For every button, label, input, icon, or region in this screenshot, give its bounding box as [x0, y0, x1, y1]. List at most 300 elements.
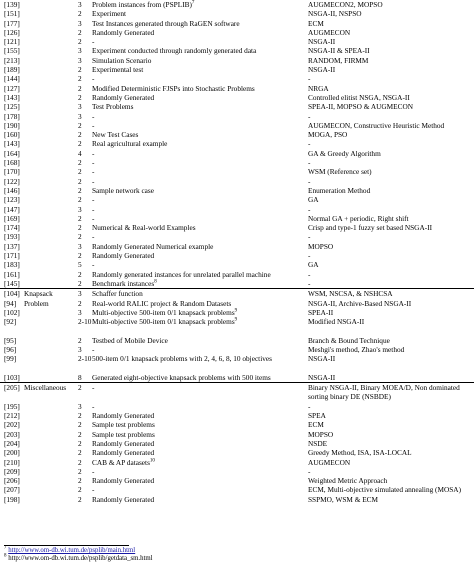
reference-cell: [160] [4, 130, 20, 140]
method-cell: MOPSO [308, 241, 334, 251]
objectives-cell: 3 [78, 111, 82, 121]
method-cell: SPEA [308, 411, 326, 421]
method-cell: Modified NSGA-II [308, 317, 365, 327]
table-row [0, 65, 474, 74]
reference-cell: [125] [4, 102, 20, 112]
reference-cell: [207] [4, 485, 20, 495]
description-text: Generated eight-objective knapsack problems with 500 items [92, 372, 271, 382]
reference-cell: [126] [4, 27, 20, 37]
table-row [0, 205, 474, 214]
method-cell: Branch & Bound Technique [308, 335, 390, 345]
method-cell: NSGA-II, NSPSO [308, 9, 362, 19]
table-row [0, 167, 474, 176]
method-cell: Greedy Method, ISA, ISA-LOCAL [308, 448, 412, 458]
method-cell: - [308, 251, 311, 261]
description-cell [92, 9, 126, 18]
reference-cell: [121] [4, 37, 20, 47]
objectives-cell: 2 [78, 269, 82, 279]
footnote-marker: 8 [154, 279, 157, 285]
description-text: - [92, 204, 95, 214]
reference-cell: [206] [4, 476, 20, 486]
method-cell: Binary NSGA-II, Binary MOEA/D, Non dominated sorting binary DE (NSBDE) [308, 383, 460, 402]
method-cell: Weighted Metric Approach [308, 476, 388, 486]
method-cell: AUGMECON [308, 27, 351, 37]
objectives-cell: 2-10 [78, 354, 92, 364]
description-cell [92, 260, 94, 269]
reference-cell: [164] [4, 148, 20, 158]
table-row [0, 28, 474, 37]
description-cell [92, 74, 94, 83]
table-row [0, 299, 474, 308]
description-text: - [92, 158, 95, 168]
description-text: 500-item 0/1 knapsack problems with 2, 4, 6, 8, 10 objectives [92, 354, 272, 364]
description-cell [92, 19, 240, 28]
method-cell: - [308, 158, 311, 168]
table-row [0, 214, 474, 223]
objectives-cell: 2 [78, 9, 82, 19]
description-text: Randomly Generated [92, 92, 155, 102]
description-cell [92, 383, 302, 402]
reference-cell: [102] [4, 307, 20, 317]
reference-cell: [137] [4, 241, 20, 251]
objectives-cell: 2 [78, 92, 82, 102]
description-text: - [92, 120, 95, 130]
description-cell [92, 232, 94, 241]
footnote-marker: 10 [149, 458, 155, 464]
reference-cell: [189] [4, 65, 20, 75]
method-cell: ECM, Multi-objective simulated annealing (MOSA) [308, 485, 462, 495]
description-cell [92, 317, 302, 336]
table-row [0, 448, 474, 457]
description-text: - [92, 167, 95, 177]
description-cell [92, 121, 94, 130]
description-text: - [92, 176, 95, 186]
reference-cell: [147] [4, 204, 20, 214]
description-text: Multi-objective 500-item 0/1 knapsack problems [92, 307, 235, 317]
table-row [0, 186, 474, 195]
reference-cell: [213] [4, 55, 20, 65]
reference-cell: [168] [4, 158, 20, 168]
reference-cell: [96] [4, 344, 17, 354]
description-text: - [92, 232, 95, 242]
reference-cell: [146] [4, 185, 20, 195]
method-cell: GA [308, 260, 319, 270]
description-text: Randomly Generated Numerical example [92, 241, 214, 251]
description-cell [92, 402, 94, 411]
table-row [0, 56, 474, 65]
reference-cell: [203] [4, 429, 20, 439]
table-row [0, 458, 474, 467]
description-text: - [92, 195, 95, 205]
table-row [0, 242, 474, 251]
description-cell [92, 354, 302, 373]
footnote-number: 8 [4, 553, 7, 559]
description-text: Numerical & Real-world Examples [92, 223, 196, 233]
objectives-cell: 2 [78, 37, 82, 47]
table-row [0, 9, 474, 18]
reference-cell: [161] [4, 269, 20, 279]
method-cell: NSGA-II [308, 372, 336, 382]
objectives-cell: 3 [78, 307, 82, 317]
objectives-cell: 2 [78, 251, 82, 261]
reference-cell: [204] [4, 438, 20, 448]
description-text: Randomly Generated [92, 438, 155, 448]
description-cell [92, 149, 94, 158]
method-cell: - [308, 232, 311, 242]
description-cell [92, 485, 94, 494]
method-cell: - [308, 74, 311, 84]
description-text: - [92, 213, 95, 223]
reference-cell: [143] [4, 92, 20, 102]
reference-cell: [195] [4, 401, 20, 411]
reference-cell: [202] [4, 420, 20, 430]
description-cell [92, 46, 256, 55]
objectives-cell: 4 [78, 148, 82, 158]
description-cell [92, 37, 94, 46]
reference-cell: [209] [4, 466, 20, 476]
reference-cell: [193] [4, 232, 20, 242]
method-cell: Enumeration Method [308, 185, 371, 195]
reference-cell: [104] [4, 289, 20, 299]
reference-cell: [169] [4, 213, 20, 223]
description-text: - [92, 148, 95, 158]
description-text: Randomly Generated [92, 251, 155, 261]
method-cell: AUGMECON, Constructive Heuristic Method [308, 120, 445, 130]
reference-cell: [212] [4, 411, 20, 421]
objectives-cell: 2 [78, 65, 82, 75]
description-text: - [92, 344, 95, 354]
objectives-cell: 3 [78, 55, 82, 65]
footnote-url: http://www.om-db.wi.tum.de/psplib/getdata_sm.html [8, 555, 153, 562]
table-row [0, 177, 474, 186]
table-row [0, 149, 474, 158]
method-cell: SPEA-II, MOPSO & AUGMECON [308, 102, 414, 112]
description-text: Real-world RALIC project & Random Datasets [92, 298, 232, 308]
table-row [0, 102, 474, 111]
table-row [0, 439, 474, 448]
objectives-cell: 2 [78, 420, 82, 430]
objectives-cell: 3 [78, 18, 82, 28]
objectives-cell: 2 [78, 176, 82, 186]
method-cell: Crisp and type-1 fuzzy set based NSGA-II [308, 223, 433, 233]
description-text: Randomly generated instances for unrelated parallel machine [92, 269, 271, 279]
method-cell: - [308, 204, 311, 214]
description-cell [92, 84, 255, 93]
description-cell [92, 458, 155, 467]
method-cell: Meshgi's method, Zhao's method [308, 344, 405, 354]
description-cell [92, 308, 237, 317]
table-row [0, 476, 474, 485]
table-row [0, 373, 474, 382]
description-cell [92, 158, 94, 167]
description-text: Sample test problems [92, 429, 155, 439]
reference-cell: [174] [4, 223, 20, 233]
description-cell [92, 195, 94, 204]
description-text: Testbed of Mobile Device [92, 335, 168, 345]
footnote-number: 7 [4, 545, 7, 551]
description-text: - [92, 111, 95, 121]
description-text: New Test Cases [92, 130, 139, 140]
table-row [0, 402, 474, 411]
objectives-cell: 2 [78, 27, 82, 37]
method-cell: NSGA-II [308, 354, 336, 364]
method-cell: MOGA, PSO [308, 130, 348, 140]
description-cell [92, 186, 154, 195]
objectives-cell: 2 [78, 278, 82, 288]
description-text: - [92, 466, 95, 476]
method-cell: NSGA-II & SPEA-II [308, 46, 370, 56]
reference-cell: [210] [4, 457, 20, 467]
description-text: Sample network case [92, 185, 155, 195]
method-cell: NSGA-II [308, 65, 336, 75]
description-cell [92, 130, 138, 139]
table-row [0, 46, 474, 55]
description-text: Randomly Generated [92, 494, 155, 504]
description-cell [92, 214, 94, 223]
table-row [0, 260, 474, 269]
method-cell: AUGMECON2, MOPSO [308, 0, 383, 9]
description-text: Experiment conducted through randomly generated data [92, 46, 257, 56]
footnote-line [4, 555, 153, 563]
method-cell: MOPSO [308, 429, 334, 439]
table-row [0, 0, 474, 9]
method-cell: RANDOM, FIRMM [308, 55, 369, 65]
method-cell: Controlled elitist NSGA, NSGA-II [308, 92, 410, 102]
objectives-cell: 2 [78, 83, 82, 93]
method-cell: Normal GA + periodic, Right shift [308, 213, 409, 223]
table-row [0, 195, 474, 204]
table-row [0, 382, 474, 402]
objectives-cell: 2-10 [78, 317, 92, 327]
objectives-cell: 2 [78, 335, 82, 345]
reference-cell: [144] [4, 74, 20, 84]
method-cell: ECM [308, 420, 324, 430]
method-cell: - [308, 139, 311, 149]
table-row [0, 467, 474, 476]
reference-cell: [198] [4, 494, 20, 504]
objectives-cell: 2 [78, 429, 82, 439]
category-cell: Miscellaneous [24, 383, 67, 393]
objectives-cell: 2 [78, 411, 82, 421]
description-cell [92, 420, 155, 429]
description-text: Multi-objective 500-item 0/1 knapsack problems [92, 317, 235, 327]
description-text: Experimental test [92, 65, 144, 75]
method-cell: - [308, 278, 311, 288]
description-text: Randomly Generated [92, 476, 155, 486]
reference-cell: [183] [4, 260, 20, 270]
table-row [0, 93, 474, 102]
table-row [0, 130, 474, 139]
objectives-cell: 2 [78, 158, 82, 168]
description-cell [92, 205, 94, 214]
category-cell: Problem [24, 298, 49, 308]
objectives-cell: 2 [78, 448, 82, 458]
description-text: Problem instances from (PSPLIB) [92, 0, 192, 9]
description-cell [92, 270, 271, 279]
description-cell [92, 336, 168, 345]
reference-cell: [171] [4, 251, 20, 261]
description-text: Test Instances generated through RaGEN software [92, 18, 240, 28]
footnotes [4, 547, 153, 563]
objectives-cell: 2 [78, 130, 82, 140]
description-text: CAB & AP datasets [92, 457, 150, 467]
footnote-rule [4, 545, 129, 546]
table-row [0, 158, 474, 167]
reference-cell: [122] [4, 176, 20, 186]
description-cell [92, 411, 154, 420]
objectives-cell: 3 [78, 102, 82, 112]
table-row [0, 354, 474, 373]
table-row [0, 279, 474, 288]
description-cell [92, 177, 94, 186]
objectives-cell: 3 [78, 401, 82, 411]
objectives-cell: 3 [78, 0, 82, 9]
table-row [0, 345, 474, 354]
table-row [0, 84, 474, 93]
table-row [0, 317, 474, 336]
reference-cell: [200] [4, 448, 20, 458]
description-cell [92, 476, 154, 485]
objectives-cell: 3 [78, 204, 82, 214]
reference-cell: [127] [4, 83, 20, 93]
objectives-cell: 2 [78, 457, 82, 467]
footnote-link[interactable]: http://www.om-db.wi.tum.de/psplib/main.html [8, 547, 136, 554]
description-cell [92, 139, 167, 148]
description-cell [92, 448, 154, 457]
reference-cell: [178] [4, 111, 20, 121]
method-cell: AUGMECON [308, 457, 351, 467]
method-cell: ECM [308, 18, 324, 28]
reference-cell: [155] [4, 46, 20, 56]
objectives-cell: 8 [78, 372, 82, 382]
method-cell: NSDE [308, 438, 328, 448]
method-cell: SSPMO, WSM & ECM [308, 494, 379, 504]
objectives-cell: 2 [78, 232, 82, 242]
footnote-marker: 9 [234, 308, 238, 314]
objectives-cell: 2 [78, 120, 82, 130]
reference-cell: [151] [4, 9, 20, 19]
reference-cell: [145] [4, 278, 20, 288]
objectives-cell: 3 [78, 344, 82, 354]
reference-cell: [170] [4, 167, 20, 177]
table-row [0, 270, 474, 279]
description-cell [92, 93, 154, 102]
description-cell [92, 495, 154, 504]
description-cell [92, 28, 154, 37]
objectives-cell: 2 [78, 74, 82, 84]
objectives-cell: 3 [78, 289, 82, 299]
method-cell: NSGA-II, Archive-Based NSGA-II [308, 298, 412, 308]
objectives-cell: 2 [78, 438, 82, 448]
objectives-cell: 2 [78, 195, 82, 205]
description-cell [92, 102, 133, 111]
description-cell [92, 112, 94, 121]
description-text: Real agricultural example [92, 139, 168, 149]
method-cell: - [308, 176, 311, 186]
category-cell: Knapsack [24, 289, 53, 299]
reference-cell: [95] [4, 335, 17, 345]
method-cell: SPEA-II [308, 307, 334, 317]
table-row [0, 139, 474, 148]
description-cell [92, 0, 194, 9]
description-text: Test Problems [92, 102, 134, 112]
description-text: - [92, 74, 95, 84]
description-cell [92, 279, 157, 288]
description-cell [92, 299, 231, 308]
description-text: Randomly Generated [92, 411, 155, 421]
method-cell: WSM, NSCSA, & NSHCSA [308, 289, 393, 299]
objectives-cell: 2 [78, 383, 82, 393]
method-cell: - [308, 111, 311, 121]
method-cell: NSGA-II [308, 37, 336, 47]
objectives-cell: 2 [78, 213, 82, 223]
objectives-cell: 2 [78, 139, 82, 149]
objectives-cell: 2 [78, 298, 82, 308]
description-text: Randomly Generated [92, 448, 155, 458]
table-row [0, 420, 474, 429]
table-row [0, 112, 474, 121]
method-cell: - [308, 466, 311, 476]
objectives-cell: 2 [78, 494, 82, 504]
objectives-cell: 3 [78, 46, 82, 56]
reference-cell: [92] [4, 317, 17, 327]
table-row [0, 223, 474, 232]
description-text: - [92, 485, 95, 495]
reference-cell: [190] [4, 120, 20, 130]
description-text: - [92, 37, 95, 47]
footnote-marker: 7 [191, 0, 195, 6]
description-cell [92, 345, 94, 354]
table-row [0, 430, 474, 439]
reference-cell: [177] [4, 18, 20, 28]
table-row [0, 251, 474, 260]
description-text: Sample test problems [92, 420, 155, 430]
objectives-cell: 3 [78, 241, 82, 251]
description-cell [92, 289, 143, 298]
objectives-cell: 2 [78, 476, 82, 486]
description-text: Modified Deterministic FJSPs into Stochastic Problems [92, 83, 255, 93]
description-cell [92, 439, 154, 448]
reference-cell: [205] [4, 383, 20, 393]
objectives-cell: 2 [78, 167, 82, 177]
description-text: - [92, 260, 95, 270]
description-cell [92, 251, 154, 260]
method-cell: - [308, 269, 311, 279]
reference-cell: [103] [4, 372, 20, 382]
footnote-line [4, 547, 153, 555]
method-cell: GA & Greedy Algorithm [308, 148, 381, 158]
description-cell [92, 467, 94, 476]
table-row [0, 495, 474, 504]
method-cell: NRGA [308, 83, 329, 93]
reference-cell: [99] [4, 354, 17, 364]
description-text: - [92, 401, 95, 411]
method-cell: - [308, 401, 311, 411]
table-row [0, 336, 474, 345]
description-cell [92, 65, 143, 74]
objectives-cell: 2 [78, 223, 82, 233]
description-cell [92, 373, 271, 382]
objectives-cell: 2 [78, 466, 82, 476]
footnote-marker: 9 [234, 317, 238, 323]
objectives-cell: 5 [78, 260, 82, 270]
reference-cell: [123] [4, 195, 20, 205]
table-row [0, 485, 474, 494]
description-cell [92, 242, 213, 251]
objectives-cell: 2 [78, 185, 82, 195]
table-row [0, 37, 474, 46]
description-text: Randomly Generated [92, 27, 155, 37]
